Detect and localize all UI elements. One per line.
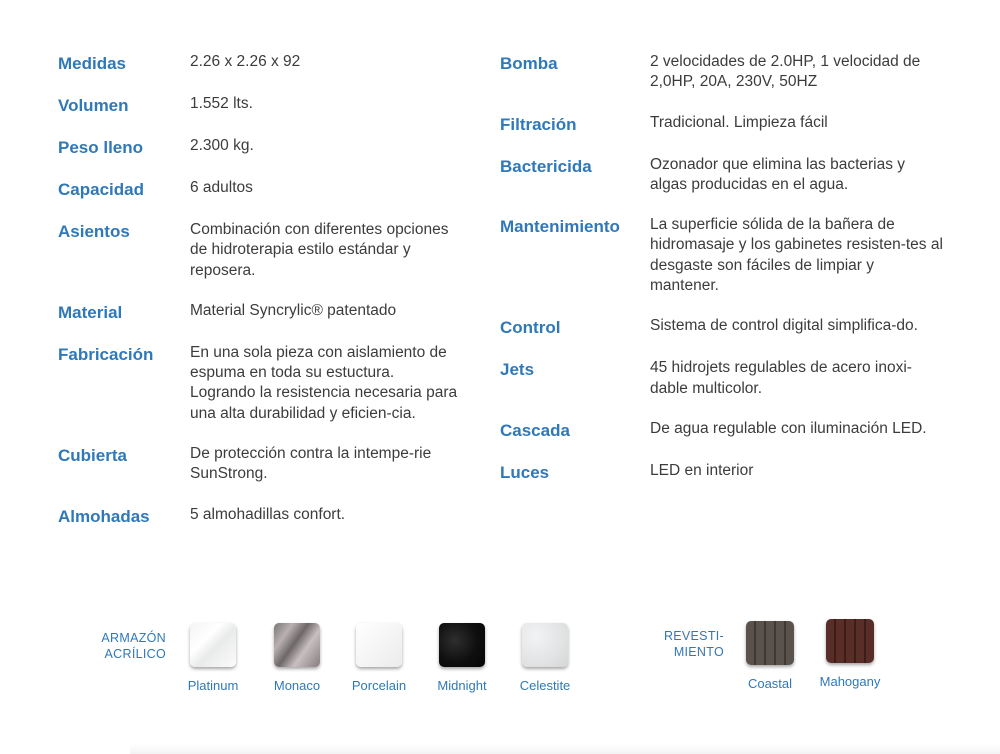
celestite-swatch-image — [522, 623, 568, 667]
spec-row-mantenimiento — [500, 215, 950, 296]
spec-value: En una sola pieza con aislamiento de espuma en toda su estuctura. Logrando la resistencia necesaria para una alta durabilidad y eficien-cia. — [190, 343, 458, 422]
spec-label: Luces — [500, 462, 550, 482]
monaco-swatch-image — [274, 623, 320, 667]
specs-left-column — [58, 52, 458, 547]
spec-row-medidas — [58, 52, 458, 74]
platinum-swatch-image — [190, 623, 236, 667]
porcelain-swatch-image — [356, 623, 402, 667]
spec-label: Volumen — [58, 96, 129, 115]
spec-label: Jets — [500, 360, 535, 380]
spec-row-asientos — [58, 220, 458, 281]
spec-row-control — [500, 316, 950, 338]
page-edge-shadow — [130, 744, 1000, 754]
shell-finishes-title — [60, 630, 166, 662]
spec-row-capacidad — [58, 178, 458, 200]
shell-title-line2: ACRÍLICO — [104, 647, 166, 661]
spec-row-filtracion — [500, 113, 950, 135]
swatch-porcelain[interactable] — [339, 623, 419, 694]
spec-value: 45 hidrojets regulables de acero inoxi-dable multicolor. — [650, 359, 912, 397]
spec-value: Ozonador que elimina las bacterias y algas producidas en el agua. — [650, 155, 906, 193]
swatch-coastal[interactable] — [730, 621, 810, 692]
spec-label: Bactericida — [500, 156, 592, 176]
spec-value: Sistema de control digital simplifica-do. — [650, 317, 918, 335]
spec-value: 2.26 x 2.26 x 92 — [190, 53, 301, 70]
shell-title-line1: ARMAZÓN — [101, 631, 166, 645]
spec-value: 2 velocidades de 2.0HP, 1 velocidad de 2,0HP, 20A, 230V, 50HZ — [650, 53, 921, 91]
spec-label: Filtración — [500, 114, 577, 134]
spec-row-cubierta — [58, 444, 458, 485]
spec-row-jets — [500, 358, 950, 399]
cabinet-title-line1: REVESTI- — [663, 629, 724, 643]
spec-label: Almohadas — [58, 506, 150, 526]
shell-finishes — [0, 620, 600, 700]
spec-value: 5 almohadillas confort. — [190, 505, 346, 523]
swatch-celestite[interactable] — [505, 623, 585, 694]
spec-label: Mantenimiento — [500, 217, 620, 237]
spec-label: Medidas — [58, 54, 127, 73]
cabinet-finishes-title — [640, 628, 724, 660]
cabinet-finishes — [600, 620, 920, 700]
spec-label: Peso lleno — [58, 138, 144, 157]
mahogany-swatch-image — [826, 619, 874, 663]
spec-label: Fabricación — [58, 344, 154, 364]
spec-row-bactericida — [500, 155, 950, 196]
spec-row-bomba — [500, 52, 950, 93]
spec-row-material — [58, 301, 458, 323]
swatch-name: Mahogany — [819, 674, 881, 689]
spec-label: Cubierta — [58, 446, 127, 466]
swatch-name: Platinum — [187, 678, 239, 693]
spec-row-luces — [500, 461, 950, 483]
spec-value: Material Syncrylic® patentado — [190, 301, 397, 319]
swatch-name: Coastal — [747, 676, 793, 691]
swatch-name: Celestite — [519, 678, 571, 693]
spec-label: Bomba — [500, 54, 558, 73]
spec-value: La superficie sólida de la bañera de hidromasaje y los gabinetes resisten-tes al desgaste son fáciles de limpiar y mantener. — [650, 216, 943, 295]
swatch-monaco[interactable] — [257, 623, 337, 694]
spec-value: 1.552 lts. — [190, 95, 253, 112]
swatch-name: Monaco — [273, 678, 321, 693]
spec-row-volumen — [58, 94, 458, 116]
spec-value: De protección contra la intempe-rie SunStrong. — [190, 445, 432, 483]
spec-row-cascada — [500, 419, 950, 441]
cabinet-title-line2: MIENTO — [673, 645, 724, 659]
spec-value: Tradicional. Limpieza fácil — [650, 113, 828, 131]
specs-right-column — [500, 52, 950, 503]
swatch-mahogany[interactable] — [810, 619, 890, 690]
spec-value: De agua regulable con iluminación LED. — [650, 419, 927, 437]
spec-row-fabricacion — [58, 343, 458, 424]
swatch-platinum[interactable] — [173, 623, 253, 694]
spec-label: Control — [500, 318, 561, 338]
swatch-name: Midnight — [437, 678, 487, 693]
spec-label: Cascada — [500, 420, 570, 440]
spec-value: 6 adultos — [190, 179, 253, 196]
spec-value: LED en interior — [650, 461, 754, 479]
coastal-swatch-image — [746, 621, 794, 665]
spec-row-peso-lleno — [58, 136, 458, 158]
spec-row-almohadas — [58, 505, 458, 527]
spec-value: Combinación con diferentes opciones de hidroterapia estilo estándar y reposera. — [190, 221, 449, 279]
midnight-swatch-image — [439, 623, 485, 667]
swatch-midnight[interactable] — [422, 623, 502, 694]
spec-label: Material — [58, 302, 123, 322]
swatch-name: Porcelain — [351, 678, 407, 693]
spec-label: Asientos — [58, 222, 130, 241]
spec-value: 2.300 kg. — [190, 137, 254, 154]
spec-label: Capacidad — [58, 180, 144, 199]
